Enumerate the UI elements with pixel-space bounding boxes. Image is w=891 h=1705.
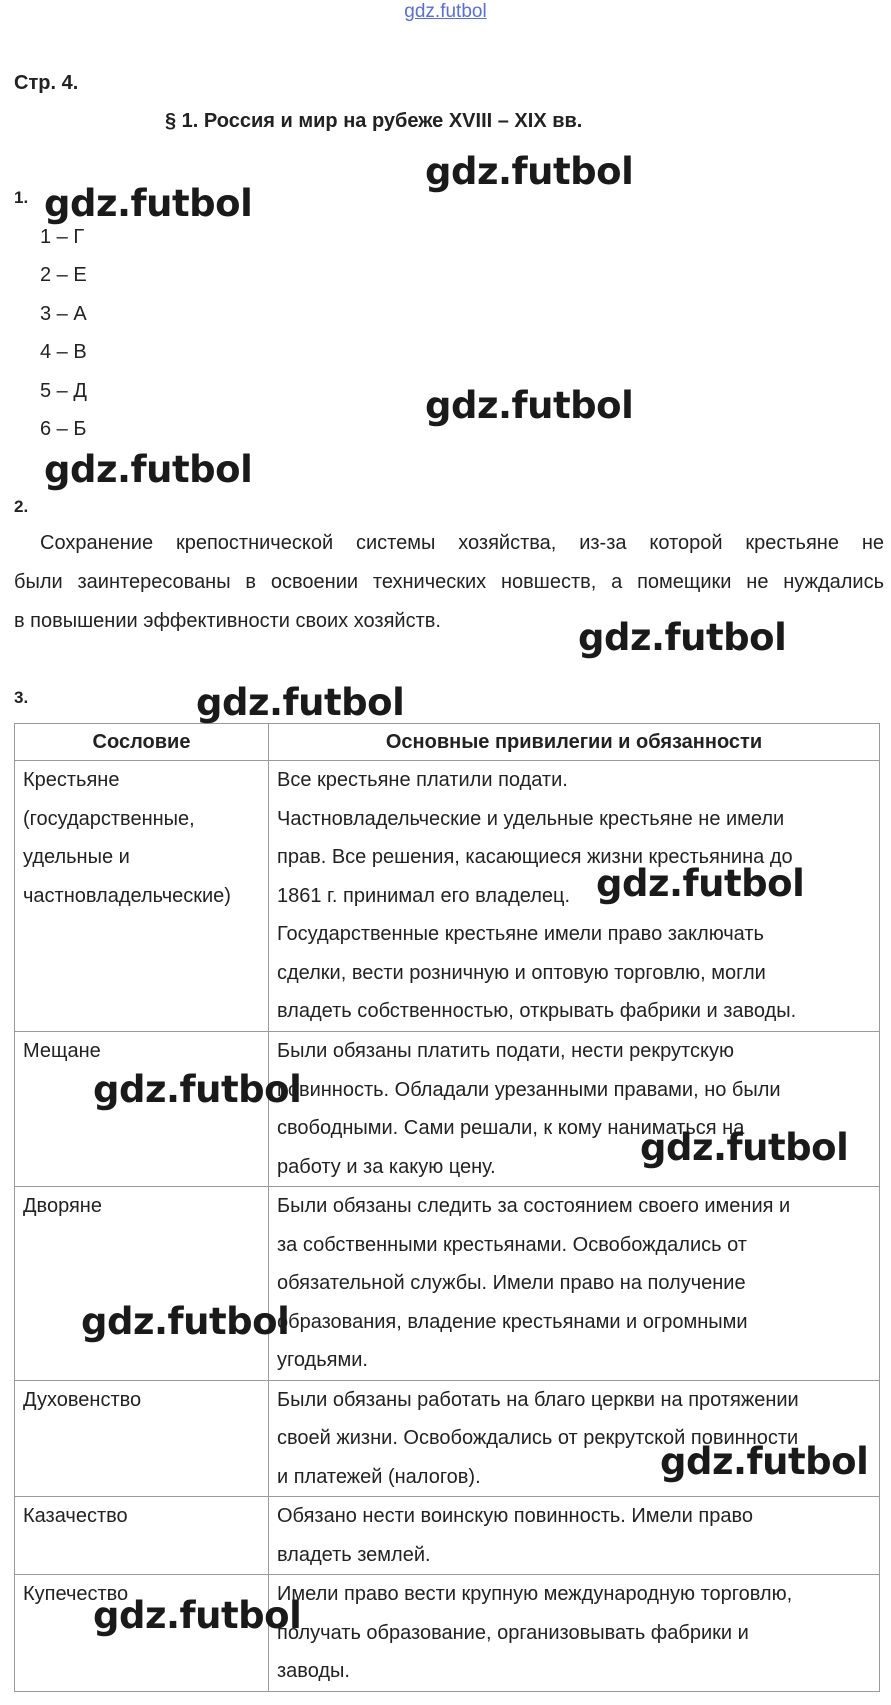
cell-line: удельные и — [23, 846, 130, 868]
privileges-cell — [269, 1497, 880, 1575]
table-row — [15, 1497, 880, 1575]
task-1-answer: 6 – Б — [40, 418, 87, 440]
cell-line: владеть собственностью, открывать фабрики и заводы. — [277, 1000, 797, 1022]
cell-line: обязательной службы. Имели право на получение — [277, 1272, 746, 1294]
cell-line: частновладельческие) — [23, 884, 231, 907]
privileges-cell — [269, 1187, 880, 1381]
task-3-number: 3. — [14, 688, 29, 707]
cell-line: прав. Все решения, касающиеся жизни крестьянина до — [277, 846, 793, 868]
watermark: gdz.futbol — [81, 1300, 290, 1343]
cell-line: Были обязаны платить подати, нести рекрутскую — [277, 1040, 734, 1062]
cell-line: Все крестьяне платили подати. — [277, 769, 568, 791]
task-1-number: 1. — [14, 188, 29, 207]
paragraph-line: Сохранение крепостнической системы хозяйства, из-за которой крестьяне не — [40, 532, 884, 554]
paragraph-line: в повышении эффективности своих хозяйств. — [14, 610, 441, 632]
cell-line: Духовенство — [23, 1388, 142, 1411]
cell-line: Казачество — [23, 1505, 128, 1527]
cell-line: 1861 г. принимал его владелец. — [277, 884, 571, 907]
estate-cell — [15, 1497, 269, 1575]
estate-cell — [15, 761, 269, 1032]
cell-line: Были обязаны работать на благо церкви на протяжении — [277, 1388, 799, 1411]
watermark: gdz.futbol — [578, 616, 787, 659]
watermark: gdz.futbol — [425, 150, 634, 193]
task-1-answer: 4 – В — [40, 341, 87, 363]
column-header-privileges: Основные привилегии и обязанности — [269, 724, 880, 761]
task-1-answer: 3 – А — [40, 303, 87, 325]
cell-line: сделки, вести розничную и оптовую торговлю, могли — [277, 961, 766, 984]
cell-line: и платежей (налогов). — [277, 1465, 481, 1488]
cell-line: заводы. — [277, 1660, 350, 1682]
site-link[interactable]: gdz.futbol — [404, 1, 487, 22]
cell-line: Крестьяне — [23, 769, 120, 791]
task-1-answer: 1 – Г — [40, 226, 85, 248]
watermark: gdz.futbol — [93, 1594, 302, 1637]
watermark: gdz.futbol — [44, 182, 253, 225]
watermark: gdz.futbol — [44, 448, 253, 491]
column-header-estate: Сословие — [15, 724, 269, 761]
paragraph-line: были заинтересованы в освоении технических новшеств, а помещики не нуждались — [14, 571, 884, 593]
estate-cell — [15, 1187, 269, 1381]
cell-line: получать образование, организовывать фабрики и — [277, 1621, 749, 1644]
privileges-cell — [269, 1575, 880, 1692]
watermark: gdz.futbol — [93, 1068, 302, 1111]
task-1-answer: 5 – Д — [40, 380, 87, 402]
cell-line: работу и за какую цену. — [277, 1155, 496, 1178]
cell-line: Были обязаны следить за состоянием своего имения и — [277, 1195, 791, 1217]
cell-line: свободными. Сами решали, к кому наниматься на — [277, 1117, 745, 1139]
cell-line: за собственными крестьянами. Освобождались от — [277, 1233, 747, 1256]
cell-line: своей жизни. Освобождались от рекрутской повинности — [277, 1427, 799, 1449]
table-header-row — [15, 724, 880, 761]
page-label: Стр. 4. — [14, 72, 79, 94]
cell-line: Обязано нести воинскую повинность. Имели право — [277, 1505, 753, 1527]
cell-line: (государственные, — [23, 807, 195, 830]
table-row — [15, 1187, 880, 1381]
watermark: gdz.futbol — [425, 384, 634, 427]
cell-line: владеть землей. — [277, 1543, 431, 1566]
section-title: § 1. Россия и мир на рубеже XVIII – XIX вв. — [165, 110, 583, 132]
watermark: gdz.futbol — [640, 1126, 849, 1169]
cell-line: угодьями. — [277, 1349, 368, 1371]
cell-line: Дворяне — [23, 1195, 102, 1217]
cell-line: Частновладельческие и удельные крестьяне не имели — [277, 807, 785, 830]
cell-line: Имели право вести крупную международную торговлю, — [277, 1583, 793, 1605]
cell-line: образования, владение крестьянами и огромными — [277, 1310, 748, 1333]
cell-line: Мещане — [23, 1040, 101, 1062]
watermark: gdz.futbol — [660, 1440, 869, 1483]
task-2-number: 2. — [14, 497, 29, 516]
watermark: gdz.futbol — [596, 862, 805, 905]
cell-line: Купечество — [23, 1583, 129, 1605]
cell-line: повинность. Обладали урезанными правами, но были — [277, 1078, 781, 1101]
estate-cell — [15, 1380, 269, 1497]
task-1-answer: 2 – Е — [40, 264, 87, 286]
watermark: gdz.futbol — [196, 681, 405, 724]
cell-line: Государственные крестьяне имели право заключать — [277, 923, 764, 945]
